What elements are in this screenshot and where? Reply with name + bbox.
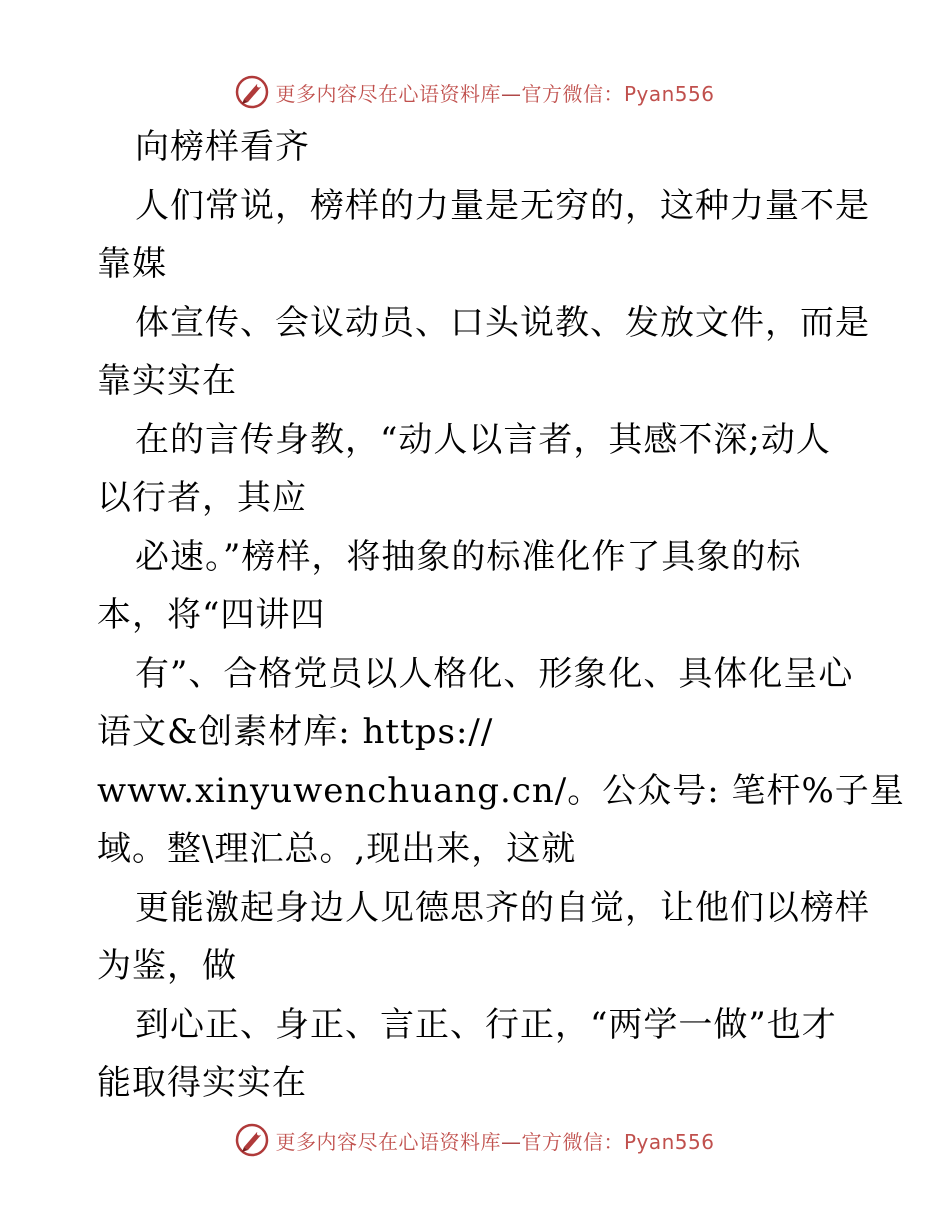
text-line: 必速。”榜样，将抽象的标准化作了具象的标 bbox=[135, 536, 802, 577]
banner-text bbox=[275, 1126, 714, 1155]
text-line: 人们常说，榜样的力量是无穷的，这种力量不是 bbox=[135, 185, 870, 226]
banner-wechat: 官方微信：Pyan556 bbox=[521, 81, 715, 106]
text-line: 靠媒 bbox=[97, 244, 167, 284]
text-line: 本，将“四讲四 bbox=[97, 595, 326, 635]
banner-separator: — bbox=[500, 81, 522, 106]
text-line: 语文&创素材库: https:// bbox=[97, 712, 494, 752]
text-line: 向榜样看齐 bbox=[135, 127, 310, 167]
document-body bbox=[97, 118, 905, 1113]
banner-site-name: 更多内容尽在心语资料库 bbox=[275, 1129, 501, 1154]
text-line: 在的言传身教，“动人以言者，其感不深;动人 bbox=[135, 419, 831, 460]
header-banner bbox=[0, 72, 950, 112]
text-line: 更能激起身边人见德思齐的自觉，让他们以榜样 bbox=[135, 887, 870, 928]
banner-separator: — bbox=[500, 1129, 522, 1154]
text-line: 体宣传、会议动员、口头说教、发放文件，而是 bbox=[135, 302, 870, 343]
banner-wechat: 官方微信：Pyan556 bbox=[521, 1129, 715, 1154]
text-line: www.xinyuwenchuang.cn/。公众号: 笔杆%子星 bbox=[97, 770, 905, 811]
text-line: 能取得实实在 bbox=[97, 1063, 307, 1103]
text-line: 域。整\理汇总。,现出来，这就 bbox=[97, 829, 577, 869]
footer-banner bbox=[0, 1120, 950, 1160]
pen-logo-icon bbox=[235, 75, 269, 109]
text-line: 靠实实在 bbox=[97, 361, 237, 401]
banner-text bbox=[275, 78, 714, 107]
text-line: 到心正、身正、言正、行正，“两学一做”也才 bbox=[135, 1004, 837, 1045]
pen-logo-icon bbox=[235, 1123, 269, 1157]
text-line: 有”、合格党员以人格化、形象化、具体化呈心 bbox=[135, 653, 854, 694]
banner-site-name: 更多内容尽在心语资料库 bbox=[275, 81, 501, 106]
text-line: 以行者，其应 bbox=[97, 478, 307, 518]
text-line: 为鉴，做 bbox=[97, 946, 237, 986]
